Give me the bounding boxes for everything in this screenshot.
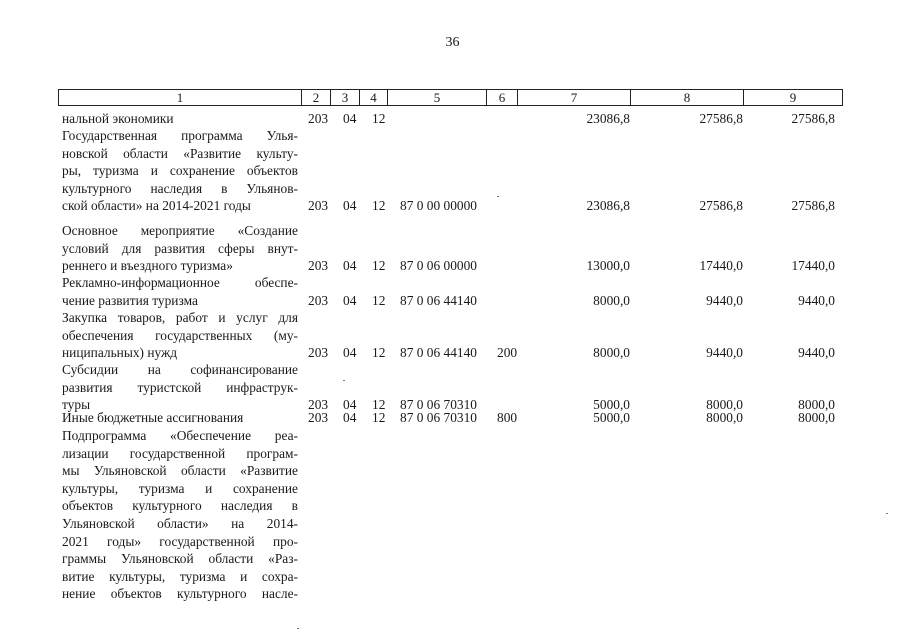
description-line: туры [62, 397, 91, 413]
cell-c4: 12 [372, 292, 386, 308]
description-line: Основное мероприятие «Создание [62, 223, 298, 238]
description-line: Ульяновской области» на 2014- [62, 515, 298, 531]
scan-speck [886, 513, 888, 514]
description-line: мы Ульяновской области «Развитие [62, 463, 298, 479]
cell-c3: 04 [343, 111, 357, 126]
description-line: реннего и въездного туризма» [62, 258, 233, 274]
row-description [62, 409, 298, 427]
row-description [62, 110, 298, 128]
description-line: новской области «Развитие культу- [62, 145, 298, 161]
cell-c5: 87 0 06 00000 [400, 258, 477, 274]
cell-c5: 87 0 06 70310 [400, 397, 477, 413]
description-line: условий для развития сферы внут- [62, 240, 298, 256]
row-description [62, 309, 298, 362]
description-line: лизации государственной програм- [62, 445, 298, 461]
cell-c9: 17440,0 [791, 258, 835, 274]
cell-c5: 87 0 06 44140 [400, 345, 477, 361]
description-line: Рекламно-информационное обеспе- [62, 275, 298, 290]
header-col-2: 2 [302, 90, 331, 106]
cell-c7: 23086,8 [586, 198, 630, 214]
scan-speck [297, 628, 299, 629]
cell-c2: 203 [308, 410, 329, 425]
cell-c2: 203 [308, 258, 329, 274]
page-number: 36 [445, 35, 460, 50]
cell-c4: 12 [372, 198, 386, 214]
cell-c4: 12 [372, 258, 386, 274]
cell-c5: 87 0 06 70310 [400, 410, 477, 425]
table-header [58, 89, 843, 106]
cell-c7: 8000,0 [593, 345, 630, 361]
description-line: обеспечения государственных (му- [62, 327, 298, 343]
header-col-1: 1 [59, 90, 302, 106]
cell-c4: 12 [372, 345, 386, 361]
description-line: развития туристской инфраструк- [62, 379, 298, 395]
row-description [62, 361, 298, 414]
cell-c7: 13000,0 [586, 258, 630, 274]
cell-c4: 12 [372, 410, 386, 425]
cell-c2: 203 [308, 397, 329, 413]
description-line: нение объектов культурного насле- [62, 586, 298, 602]
description-line: культурного наследия в Ульянов- [62, 180, 298, 196]
cell-c3: 04 [343, 397, 357, 413]
description-line: Закупка товаров, работ и услуг для [62, 310, 298, 325]
description-line: витие культуры, туризма и сохра- [62, 568, 298, 584]
description-line: ской области» на 2014-2021 годы [62, 198, 251, 214]
description-line: граммы Ульяновской области «Раз- [62, 551, 298, 567]
cell-c5: 87 0 00 00000 [400, 198, 477, 214]
cell-c3: 04 [343, 292, 357, 308]
cell-c9: 9440,0 [798, 292, 835, 308]
header-col-4: 4 [360, 90, 388, 106]
description-line: чение развития туризма [62, 292, 198, 308]
cell-c3: 04 [343, 410, 357, 425]
header-col-3: 3 [331, 90, 360, 106]
cell-c9: 9440,0 [798, 345, 835, 361]
description-line: Субсидии на софинансирование [62, 362, 298, 377]
row-description [62, 427, 298, 603]
cell-c8: 8000,0 [706, 397, 743, 413]
cell-c8: 27586,8 [699, 111, 743, 126]
cell-c4: 12 [372, 397, 386, 413]
description-line: ры, туризма и сохранение объектов [62, 163, 298, 179]
cell-c8: 17440,0 [699, 258, 743, 274]
cell-c8: 27586,8 [699, 198, 743, 214]
cell-c9: 8000,0 [798, 410, 835, 425]
cell-c7: 5000,0 [593, 410, 630, 425]
scan-speck [343, 380, 345, 381]
cell-c9: 27586,8 [791, 111, 835, 126]
cell-c8: 9440,0 [706, 345, 743, 361]
cell-c9: 8000,0 [798, 397, 835, 413]
row-description [62, 274, 298, 309]
description-line: объектов культурного наследия в [62, 498, 298, 514]
description-line: нальной экономики [62, 111, 174, 126]
header-col-7: 7 [518, 90, 631, 106]
header-col-9: 9 [744, 90, 843, 106]
cell-c4: 12 [372, 111, 386, 126]
cell-c9: 27586,8 [791, 198, 835, 214]
cell-c2: 203 [308, 292, 329, 308]
cell-c7: 5000,0 [593, 397, 630, 413]
header-col-8: 8 [631, 90, 744, 106]
description-line: Государственная программа Улья- [62, 128, 298, 143]
cell-c8: 9440,0 [706, 292, 743, 308]
description-line: Иные бюджетные ассигнования [62, 410, 244, 425]
description-line: культуры, туризма и сохранение [62, 480, 298, 496]
cell-c8: 8000,0 [706, 410, 743, 425]
header-col-6: 6 [487, 90, 518, 106]
cell-c2: 203 [308, 111, 329, 126]
cell-c3: 04 [343, 345, 357, 361]
cell-c7: 8000,0 [593, 292, 630, 308]
cell-c6: 800 [497, 410, 518, 425]
scan-speck [497, 196, 499, 197]
cell-c3: 04 [343, 198, 357, 214]
row-description [62, 127, 298, 215]
header-col-5: 5 [388, 90, 487, 106]
cell-c5: 87 0 06 44140 [400, 292, 477, 308]
cell-c3: 04 [343, 258, 357, 274]
cell-c6: 200 [497, 345, 518, 361]
cell-c2: 203 [308, 198, 329, 214]
description-line: Подпрограмма «Обеспечение реа- [62, 428, 298, 443]
cell-c7: 23086,8 [586, 111, 630, 126]
description-line: ниципальных) нужд [62, 345, 178, 361]
row-description [62, 222, 298, 275]
description-line: 2021 годы» государственной про- [62, 533, 298, 549]
cell-c2: 203 [308, 345, 329, 361]
